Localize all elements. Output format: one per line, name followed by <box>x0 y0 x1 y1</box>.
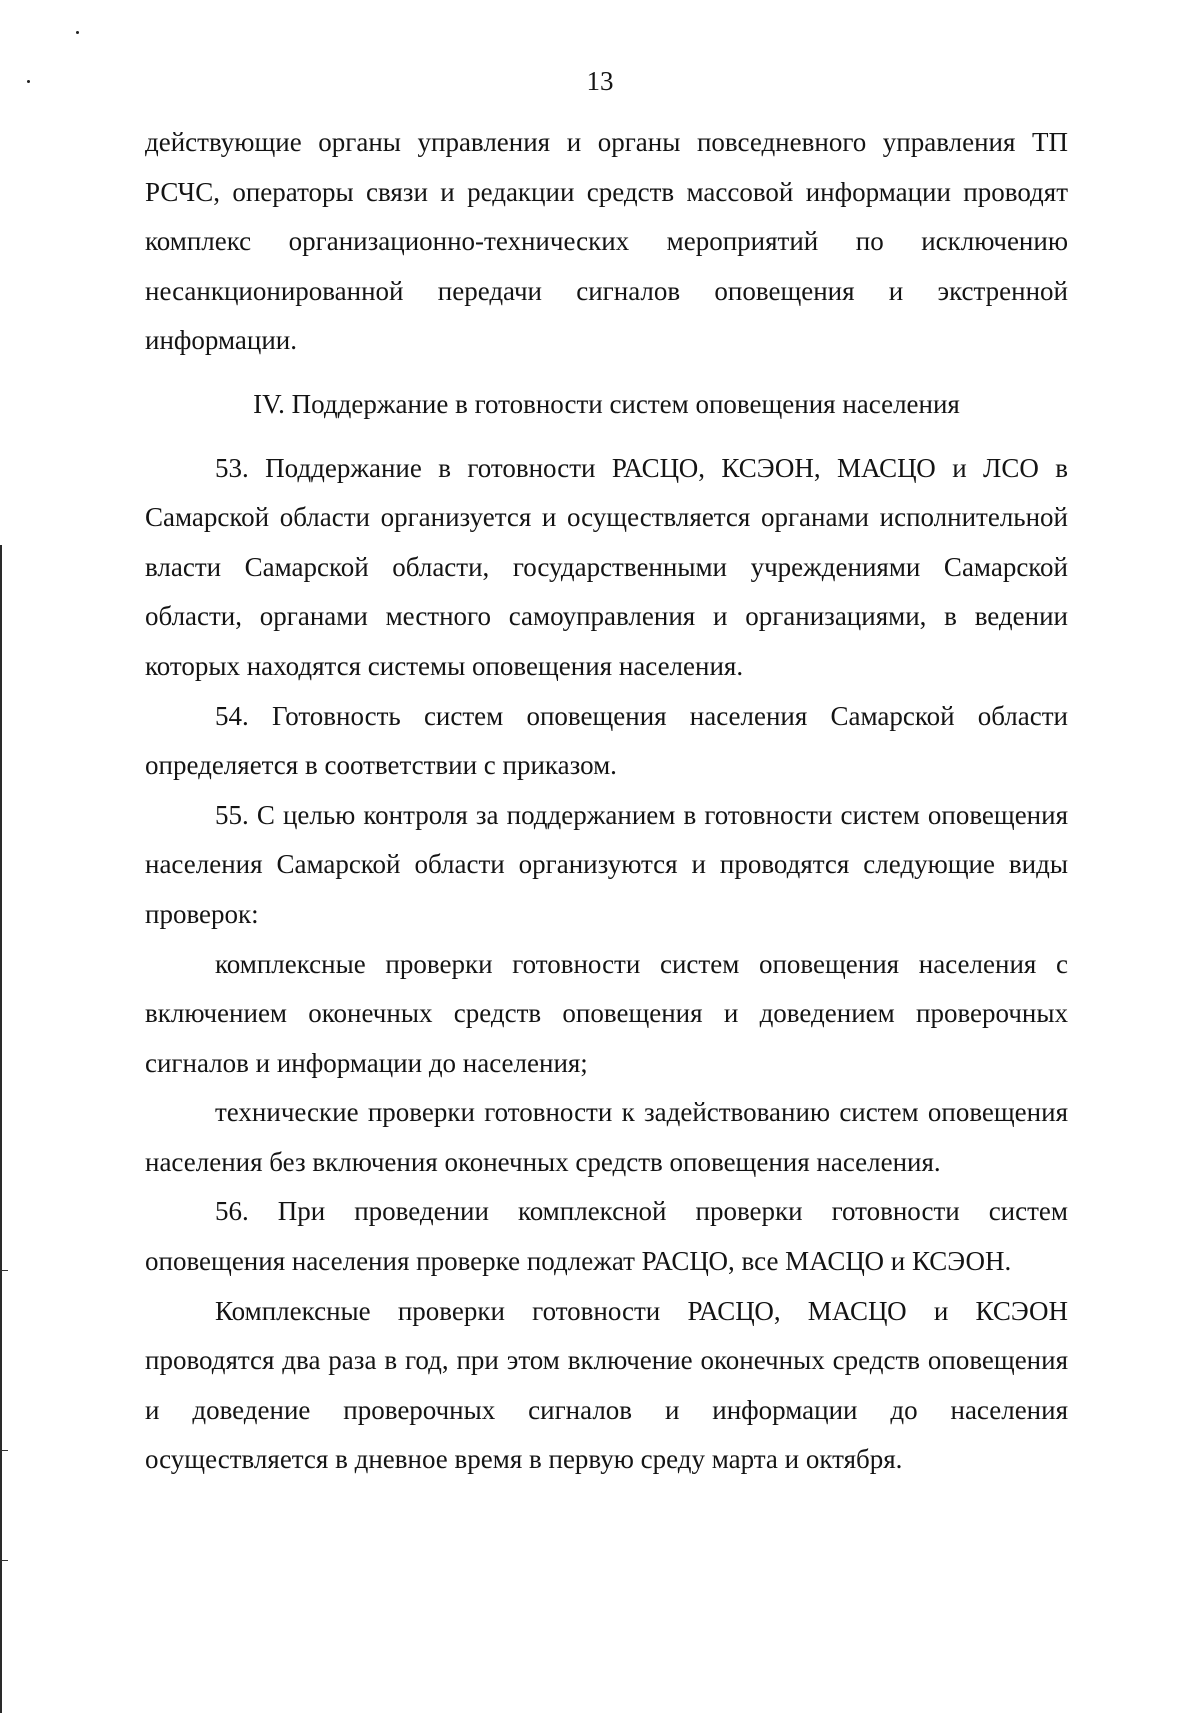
list-item-technical-checks: технические проверки готовности к задействованию систем оповещения населения без включения оконечных средств оповещения населения. <box>145 1097 1068 1177</box>
document-body <box>145 118 1068 1485</box>
list-item-complex-checks: комплексные проверки готовности систем оповещения населения с включением оконечных средств оповещения и доведением проверочных сигналов и информации до населения; <box>145 948 1068 1078</box>
scan-edge-line <box>0 545 2 1713</box>
page-number: 13 <box>586 66 614 96</box>
scan-edge-mark <box>0 1450 8 1451</box>
section-heading: IV. Поддержание в готовности систем оповещения населения <box>253 388 960 419</box>
paragraph-56: 56. При проведении комплексной проверки готовности систем оповещения населения проверке подлежат РАСЦО, все МАСЦО и КСЭОН. <box>145 1196 1068 1277</box>
paragraph-53: 53. Поддержание в готовности РАСЦО, КСЭОН, МАСЦО и ЛСО в Самарской области организуется и осуществляется органами исполнительной власти Самарской области, государственными учреждениями Самарской области, органами местного самоуправления и организациями, в ведении которых находятся системы оповещения населения. <box>145 452 1068 681</box>
paragraph-56-continuation: Комплексные проверки готовности РАСЦО, МАСЦО и КСЭОН проводятся два раза в год, при этом включение оконечных средств оповещения и доведение проверочных сигналов и информации до населения осуществляется в дневное время в первую среду марта и октября. <box>145 1295 1068 1475</box>
scan-edge-mark <box>0 1270 8 1271</box>
paragraph-55: 55. С целью контроля за поддержанием в готовности систем оповещения населения Самарской области организуются и проводятся следующие виды проверок: <box>145 799 1068 929</box>
scan-edge-mark <box>0 1560 8 1561</box>
paragraph-continuation: действующие органы управления и органы повседневного управления ТП РСЧС, операторы связи и редакции средств массовой информации проводят комплекс организационно-технических мероприятий по исключению несанкционированной передачи сигналов оповещения и экстренной информации. <box>145 127 1068 356</box>
paragraph-54: 54. Готовность систем оповещения населения Самарской области определяется в соответствии с приказом. <box>145 700 1068 781</box>
scan-speck <box>76 31 79 34</box>
